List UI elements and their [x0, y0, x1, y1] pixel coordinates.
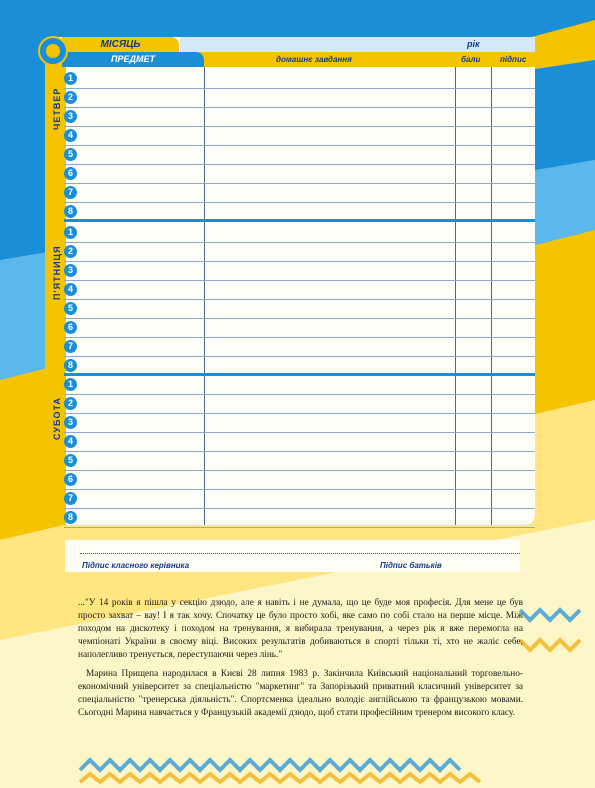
- lesson-number: 1: [64, 72, 77, 85]
- signature-header: підпис: [500, 55, 527, 64]
- logo-icon: [38, 36, 68, 66]
- lesson-row[interactable]: [64, 299, 535, 319]
- article-text: [78, 597, 523, 726]
- day-separator: [64, 373, 535, 376]
- lesson-number: 4: [64, 283, 77, 296]
- lesson-number: 6: [64, 167, 77, 180]
- signature-line[interactable]: [80, 553, 520, 555]
- lesson-row[interactable]: [64, 318, 535, 338]
- subject-header: ПРЕДМЕТ: [62, 52, 204, 67]
- lesson-number: 6: [64, 321, 77, 334]
- lesson-number: 7: [64, 340, 77, 353]
- lesson-number: 7: [64, 492, 77, 505]
- lesson-number: 8: [64, 359, 77, 372]
- lesson-row[interactable]: [64, 223, 535, 243]
- lesson-row[interactable]: [64, 183, 535, 203]
- bio-paragraph: Марина Прищепа народилася в Києві 28 липня 1983 р. Закінчила Київський національний торговельно-економічний університет за спеціальністю "маркетинг" та Запорізький приватний класичний університет за спеціальністю "тренерська діяльність". Спортсменка ідеально володіє англійською та французькою мовами. Сьогодні Марина навчається у Французькій академії дзюдо, щоб стати професійним тренером високого класу.: [78, 669, 523, 718]
- lesson-row[interactable]: [64, 261, 535, 281]
- day-label-saturday: СУБОТА: [52, 397, 62, 440]
- day-separator: [64, 219, 535, 222]
- lesson-row[interactable]: [64, 280, 535, 300]
- lesson-number: 1: [64, 226, 77, 239]
- lesson-number: 2: [64, 245, 77, 258]
- lesson-row[interactable]: [64, 375, 535, 395]
- lesson-row[interactable]: [64, 107, 535, 127]
- lesson-number: 3: [64, 264, 77, 277]
- lesson-number: 3: [64, 110, 77, 123]
- lesson-number: 2: [64, 91, 77, 104]
- parents-signature-label: Підпис батьків: [380, 561, 442, 570]
- lesson-row[interactable]: [64, 126, 535, 146]
- lesson-row[interactable]: [64, 432, 535, 452]
- lesson-row[interactable]: [64, 337, 535, 357]
- lesson-number: 8: [64, 205, 77, 218]
- lesson-number: 2: [64, 397, 77, 410]
- lesson-number: 3: [64, 416, 77, 429]
- lesson-number: 1: [64, 378, 77, 391]
- lesson-row[interactable]: [64, 508, 535, 528]
- lesson-number: 4: [64, 435, 77, 448]
- lesson-number: 7: [64, 186, 77, 199]
- lesson-row[interactable]: [64, 145, 535, 165]
- lesson-row[interactable]: [64, 451, 535, 471]
- lesson-number: 5: [64, 454, 77, 467]
- lesson-row[interactable]: [64, 413, 535, 433]
- lesson-row[interactable]: [64, 242, 535, 262]
- lesson-number: 8: [64, 511, 77, 524]
- lesson-row[interactable]: [64, 394, 535, 414]
- teacher-signature-label: Підпис класного керівника: [82, 561, 190, 570]
- month-label[interactable]: МІСЯЦЬ: [62, 37, 179, 52]
- lesson-row[interactable]: [64, 164, 535, 184]
- lesson-row[interactable]: [64, 489, 535, 509]
- year-label: рік: [467, 39, 480, 49]
- lesson-number: 4: [64, 129, 77, 142]
- lesson-number: 6: [64, 473, 77, 486]
- lesson-number: 5: [64, 302, 77, 315]
- grades-header: бали: [461, 55, 481, 64]
- day-label-thursday: ЧЕТВЕР: [52, 87, 62, 130]
- lesson-number: 5: [64, 148, 77, 161]
- lesson-row[interactable]: [64, 470, 535, 490]
- lesson-row[interactable]: [64, 69, 535, 89]
- quote-paragraph: ..."У 14 років я пішла у секцію дзюдо, але я навіть і не думала, що це буде моя професія. Для мене це був просто захват – вау! І я так хочу. Спочатку це було просто хобі, яке само по собі стало на перше місце. Між походом на дискотеку і походом на тренування, я вибирала тренування, а через рік я вже перемогла на чемпіонаті України в своєму віці. Високих результатів добиваються в спорті тільки ті, хто не жаліє себе, наполегливо тренується, переступаючи через лінь.": [78, 598, 523, 660]
- lesson-row[interactable]: [64, 88, 535, 108]
- homework-header: домашнє завдання: [276, 55, 352, 64]
- year-bar[interactable]: [180, 37, 535, 52]
- day-label-friday: П'ЯТНИЦЯ: [52, 245, 62, 300]
